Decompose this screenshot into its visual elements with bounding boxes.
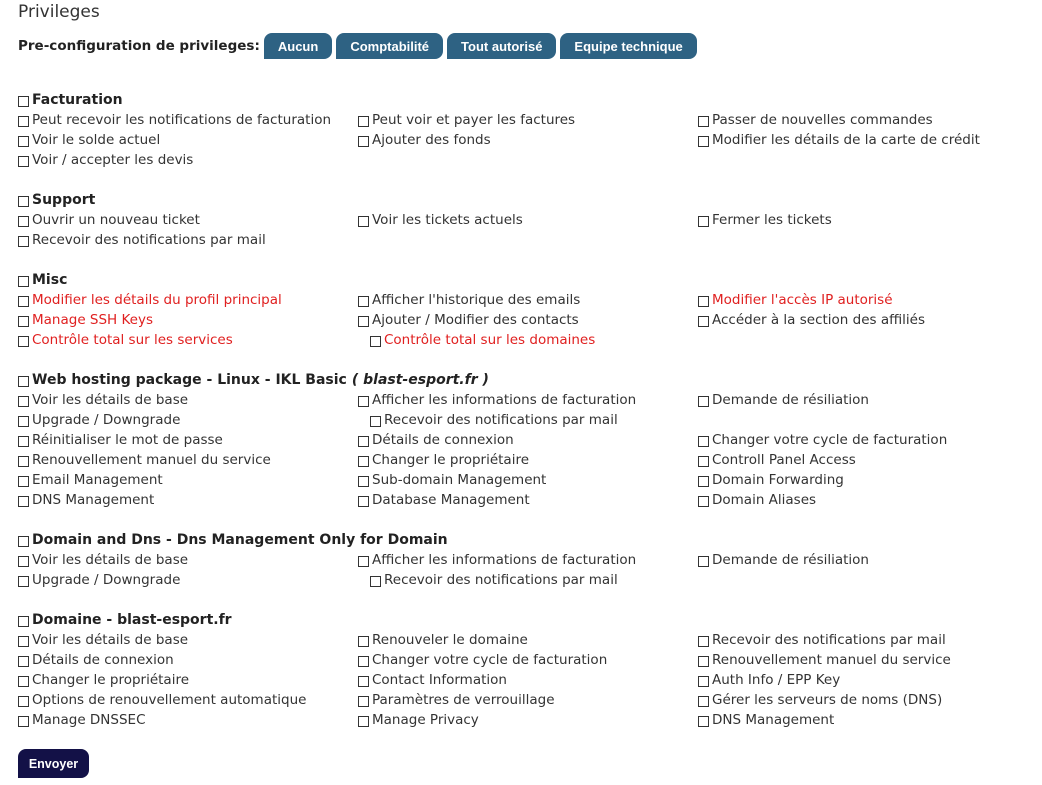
- privilege-row: [18, 110, 1038, 130]
- privilege-checkbox[interactable]: [698, 216, 709, 227]
- privilege-label: Manage Privacy: [372, 712, 479, 728]
- privilege-label: Détails de connexion: [32, 652, 174, 668]
- privilege-label: Domain Aliases: [712, 492, 817, 508]
- privilege-option[interactable]: [698, 652, 1038, 668]
- privilege-label: Recevoir des notifications par mail: [384, 572, 618, 588]
- privilege-option[interactable]: [18, 332, 370, 348]
- group-title: Domaine - blast-esport.fr: [32, 612, 232, 628]
- privilege-row: [18, 570, 1038, 590]
- privilege-groups: [18, 90, 1038, 750]
- privilege-option[interactable]: [358, 492, 698, 508]
- privilege-label: DNS Management: [32, 492, 155, 508]
- privilege-option[interactable]: [18, 212, 358, 228]
- privilege-row: [18, 430, 1038, 450]
- privilege-label: Voir le solde actuel: [32, 132, 161, 148]
- privilege-option[interactable]: [18, 652, 358, 668]
- privilege-option[interactable]: [698, 632, 1038, 648]
- page-title: Privileges: [18, 2, 100, 22]
- privilege-label: Afficher l'historique des emails: [372, 292, 581, 308]
- privilege-option[interactable]: [358, 692, 698, 708]
- privilege-label: Manage DNSSEC: [32, 712, 146, 728]
- privilege-row: [18, 630, 1038, 650]
- privilege-checkbox[interactable]: [358, 636, 369, 647]
- privilege-checkbox[interactable]: [698, 436, 709, 447]
- privilege-checkbox[interactable]: [18, 676, 29, 687]
- privilege-checkbox[interactable]: [698, 296, 709, 307]
- privilege-label: Changer le propriétaire: [32, 672, 190, 688]
- privilege-row: [18, 490, 1038, 510]
- privilege-checkbox[interactable]: [18, 696, 29, 707]
- group-header[interactable]: [18, 190, 1038, 210]
- privilege-label: Voir les détails de base: [32, 392, 189, 408]
- privilege-option[interactable]: [698, 292, 1038, 308]
- privilege-row: [18, 670, 1038, 690]
- privilege-checkbox[interactable]: [358, 496, 369, 507]
- group-checkbox[interactable]: [18, 536, 29, 547]
- privilege-option[interactable]: [18, 152, 370, 168]
- group-header[interactable]: [18, 270, 1038, 290]
- privilege-checkbox[interactable]: [18, 156, 29, 167]
- privilege-option[interactable]: [18, 132, 358, 148]
- privilege-checkbox[interactable]: [358, 296, 369, 307]
- privilege-checkbox[interactable]: [698, 496, 709, 507]
- privilege-row: [18, 550, 1038, 570]
- group-header[interactable]: [18, 610, 1038, 630]
- privilege-label: Fermer les tickets: [712, 212, 832, 228]
- privilege-option[interactable]: [358, 672, 698, 688]
- group-header[interactable]: [18, 370, 1038, 390]
- privilege-checkbox[interactable]: [358, 696, 369, 707]
- privilege-option[interactable]: [358, 552, 698, 568]
- privilege-checkbox[interactable]: [18, 116, 29, 127]
- privilege-label: Controll Panel Access: [712, 452, 856, 468]
- privilege-checkbox[interactable]: [698, 636, 709, 647]
- preset-tout-autorise-button[interactable]: Tout autorisé: [447, 33, 556, 59]
- privilege-row: [18, 210, 1038, 230]
- privilege-label: Réinitialiser le mot de passe: [32, 432, 223, 448]
- group-domain: ( blast-esport.fr ): [351, 372, 489, 388]
- privilege-checkbox[interactable]: [698, 696, 709, 707]
- privilege-label: Renouvellement manuel du service: [32, 452, 271, 468]
- privilege-row: [18, 290, 1038, 310]
- submit-button[interactable]: Envoyer: [18, 749, 89, 778]
- group-checkbox[interactable]: [18, 196, 29, 207]
- privilege-option[interactable]: [698, 712, 1038, 728]
- privilege-checkbox[interactable]: [698, 476, 709, 487]
- privilege-checkbox[interactable]: [18, 336, 29, 347]
- privilege-group: [18, 530, 1038, 590]
- privilege-option[interactable]: [698, 472, 1038, 488]
- privilege-row: [18, 470, 1038, 490]
- privilege-checkbox[interactable]: [18, 396, 29, 407]
- privilege-row: [18, 130, 1038, 150]
- preset-comptabilite-button[interactable]: Comptabilité: [336, 33, 443, 59]
- privilege-label: Contact Information: [372, 672, 507, 688]
- preset-equipe-technique-button[interactable]: Equipe technique: [560, 33, 696, 59]
- privilege-option[interactable]: [18, 672, 358, 688]
- privilege-label: Manage SSH Keys: [32, 312, 154, 328]
- privilege-label: Domain Forwarding: [712, 472, 844, 488]
- privilege-row: [18, 330, 1038, 350]
- privilege-checkbox[interactable]: [18, 136, 29, 147]
- privilege-option[interactable]: [698, 312, 1038, 328]
- privilege-label: Gérer les serveurs de noms (DNS): [712, 692, 943, 708]
- privilege-row: [18, 410, 1038, 430]
- privilege-label: DNS Management: [712, 712, 835, 728]
- privilege-label: Détails de connexion: [372, 432, 514, 448]
- privilege-label: Passer de nouvelles commandes: [712, 112, 933, 128]
- privilege-checkbox[interactable]: [358, 656, 369, 667]
- privilege-label: Renouvellement manuel du service: [712, 652, 951, 668]
- privilege-checkbox[interactable]: [698, 556, 709, 567]
- group-title: Domain and Dns - Dns Management Only for Domain: [32, 532, 448, 548]
- privilege-label: Peut voir et payer les factures: [372, 112, 576, 128]
- privilege-checkbox[interactable]: [18, 436, 29, 447]
- privilege-checkbox[interactable]: [18, 216, 29, 227]
- privilege-checkbox[interactable]: [358, 456, 369, 467]
- privilege-label: Email Management: [32, 472, 163, 488]
- privilege-label: Renouveler le domaine: [372, 632, 528, 648]
- privilege-checkbox[interactable]: [358, 436, 369, 447]
- privilege-label: Modifier les détails de la carte de crédit: [712, 132, 980, 148]
- preset-label: Pre-configuration de privileges:: [18, 38, 260, 54]
- privilege-option[interactable]: [358, 632, 698, 648]
- privilege-label: Changer votre cycle de facturation: [372, 652, 608, 668]
- privilege-checkbox[interactable]: [18, 656, 29, 667]
- privilege-option[interactable]: [18, 552, 358, 568]
- privilege-option[interactable]: [698, 452, 1038, 468]
- group-checkbox[interactable]: [18, 96, 29, 107]
- privilege-label: Recevoir des notifications par mail: [712, 632, 946, 648]
- privilege-checkbox[interactable]: [18, 456, 29, 467]
- privilege-label: Ajouter / Modifier des contacts: [372, 312, 579, 328]
- privilege-option[interactable]: [18, 692, 358, 708]
- privilege-checkbox[interactable]: [370, 416, 381, 427]
- privilege-option[interactable]: [18, 572, 370, 588]
- privilege-checkbox[interactable]: [370, 336, 381, 347]
- privilege-checkbox[interactable]: [358, 476, 369, 487]
- privilege-label: Contrôle total sur les domaines: [384, 332, 596, 348]
- group-header[interactable]: [18, 90, 1038, 110]
- group-title: Facturation: [32, 92, 123, 108]
- privilege-option[interactable]: [358, 432, 698, 448]
- group-checkbox[interactable]: [18, 376, 29, 387]
- group-title: Support: [32, 192, 96, 208]
- privilege-label: Peut recevoir les notifications de facturation: [32, 112, 332, 128]
- privilege-option[interactable]: [370, 572, 722, 588]
- privilege-label: Upgrade / Downgrade: [32, 412, 181, 428]
- privilege-label: Demande de résiliation: [712, 392, 869, 408]
- privilege-option[interactable]: [358, 312, 698, 328]
- privilege-label: Changer votre cycle de facturation: [712, 432, 948, 448]
- privilege-label: Changer le propriétaire: [372, 452, 530, 468]
- privilege-checkbox[interactable]: [18, 416, 29, 427]
- privilege-checkbox[interactable]: [698, 456, 709, 467]
- privilege-option[interactable]: [358, 212, 698, 228]
- privilege-checkbox[interactable]: [18, 636, 29, 647]
- privilege-row: [18, 710, 1038, 730]
- privilege-label: Voir les détails de base: [32, 552, 189, 568]
- privilege-option[interactable]: [698, 672, 1038, 688]
- privilege-option[interactable]: [18, 712, 358, 728]
- privilege-row: [18, 450, 1038, 470]
- privilege-checkbox[interactable]: [18, 316, 29, 327]
- privilege-label: Voir les détails de base: [32, 632, 189, 648]
- privilege-checkbox[interactable]: [370, 576, 381, 587]
- privilege-checkbox[interactable]: [358, 396, 369, 407]
- privilege-row: [18, 150, 1038, 170]
- privilege-option[interactable]: [18, 632, 358, 648]
- privilege-checkbox[interactable]: [358, 116, 369, 127]
- privilege-option[interactable]: [358, 652, 698, 668]
- privilege-label: Paramètres de verrouillage: [372, 692, 555, 708]
- group-header[interactable]: [18, 530, 1038, 550]
- preset-aucun-button[interactable]: Aucun: [264, 33, 332, 59]
- privilege-option[interactable]: [18, 292, 358, 308]
- privilege-label: Voir / accepter les devis: [32, 152, 194, 168]
- privilege-checkbox[interactable]: [698, 396, 709, 407]
- privilege-label: Ouvrir un nouveau ticket: [32, 212, 200, 228]
- privilege-label: Sub-domain Management: [372, 472, 547, 488]
- privilege-option[interactable]: [18, 452, 358, 468]
- privilege-checkbox[interactable]: [358, 316, 369, 327]
- privilege-option[interactable]: [358, 112, 698, 128]
- privilege-option[interactable]: [698, 432, 1038, 448]
- privilege-row: [18, 390, 1038, 410]
- privilege-label: Demande de résiliation: [712, 552, 869, 568]
- privilege-label: Database Management: [372, 492, 530, 508]
- privilege-checkbox[interactable]: [358, 676, 369, 687]
- privilege-label: Voir les tickets actuels: [372, 212, 523, 228]
- privilege-label: Accéder à la section des affiliés: [712, 312, 926, 328]
- privilege-row: [18, 650, 1038, 670]
- privilege-checkbox[interactable]: [698, 136, 709, 147]
- privilege-option[interactable]: [370, 412, 722, 428]
- privilege-group: [18, 190, 1038, 250]
- privilege-checkbox[interactable]: [18, 476, 29, 487]
- privilege-label: Auth Info / EPP Key: [712, 672, 841, 688]
- privilege-option[interactable]: [698, 492, 1038, 508]
- privilege-label: Ajouter des fonds: [372, 132, 491, 148]
- privilege-checkbox[interactable]: [358, 556, 369, 567]
- privilege-checkbox[interactable]: [698, 656, 709, 667]
- group-title: Web hosting package - Linux - IKL Basic: [32, 372, 347, 388]
- privilege-option[interactable]: [358, 392, 698, 408]
- privilege-checkbox[interactable]: [18, 556, 29, 567]
- privilege-option[interactable]: [18, 392, 358, 408]
- privilege-checkbox[interactable]: [18, 296, 29, 307]
- privilege-option[interactable]: [18, 232, 370, 248]
- privilege-option[interactable]: [698, 552, 1038, 568]
- privilege-option[interactable]: [370, 332, 722, 348]
- privilege-label: Modifier les détails du profil principal: [32, 292, 282, 308]
- privilege-group: [18, 270, 1038, 350]
- privilege-option[interactable]: [358, 132, 698, 148]
- privilege-checkbox[interactable]: [358, 716, 369, 727]
- privilege-option[interactable]: [698, 212, 1038, 228]
- privilege-label: Afficher les informations de facturation: [372, 392, 637, 408]
- privilege-label: Modifier l'accès IP autorisé: [712, 292, 893, 308]
- group-checkbox[interactable]: [18, 616, 29, 627]
- privilege-label: Options de renouvellement automatique: [32, 692, 307, 708]
- privilege-option[interactable]: [698, 392, 1038, 408]
- privilege-checkbox[interactable]: [698, 116, 709, 127]
- preset-bar: [18, 32, 701, 60]
- privilege-checkbox[interactable]: [18, 236, 29, 247]
- privilege-option[interactable]: [698, 112, 1038, 128]
- privilege-option[interactable]: [18, 112, 358, 128]
- privilege-option[interactable]: [18, 432, 358, 448]
- privilege-option[interactable]: [358, 712, 698, 728]
- privilege-group: [18, 370, 1038, 510]
- privilege-label: Recevoir des notifications par mail: [384, 412, 618, 428]
- privilege-option[interactable]: [358, 452, 698, 468]
- privilege-row: [18, 690, 1038, 710]
- privilege-group: [18, 610, 1038, 730]
- privilege-option[interactable]: [698, 132, 1038, 148]
- privilege-option[interactable]: [18, 492, 358, 508]
- privilege-checkbox[interactable]: [698, 716, 709, 727]
- group-checkbox[interactable]: [18, 276, 29, 287]
- privilege-option[interactable]: [358, 472, 698, 488]
- privilege-checkbox[interactable]: [18, 716, 29, 727]
- privilege-option[interactable]: [18, 412, 370, 428]
- privilege-label: Afficher les informations de facturation: [372, 552, 637, 568]
- privilege-checkbox[interactable]: [18, 496, 29, 507]
- privilege-option[interactable]: [18, 472, 358, 488]
- privilege-row: [18, 310, 1038, 330]
- privilege-label: Recevoir des notifications par mail: [32, 232, 266, 248]
- privilege-group: [18, 90, 1038, 170]
- privilege-option[interactable]: [698, 692, 1038, 708]
- privilege-checkbox[interactable]: [358, 216, 369, 227]
- privilege-option[interactable]: [18, 312, 358, 328]
- privilege-checkbox[interactable]: [358, 136, 369, 147]
- privilege-checkbox[interactable]: [698, 676, 709, 687]
- privilege-row: [18, 230, 1038, 250]
- privilege-label: Upgrade / Downgrade: [32, 572, 181, 588]
- privilege-label: Contrôle total sur les services: [32, 332, 233, 348]
- privilege-option[interactable]: [358, 292, 698, 308]
- group-title: Misc: [32, 272, 68, 288]
- privilege-checkbox[interactable]: [698, 316, 709, 327]
- privilege-checkbox[interactable]: [18, 576, 29, 587]
